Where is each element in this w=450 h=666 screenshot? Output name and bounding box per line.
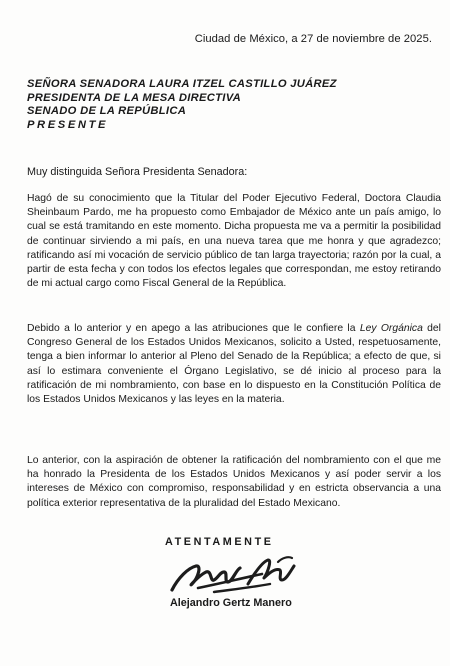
handwritten-signature: [158, 548, 308, 600]
addressee-presente: PRESENTE: [27, 118, 109, 131]
law-title-italic: Ley Orgánica: [359, 323, 423, 334]
addressee-block: [27, 78, 437, 132]
addressee-position: PRESIDENTA DE LA MESA DIRECTIVA: [27, 91, 241, 104]
paragraph-2-rest: del Congreso General de los Estados Unidos Mexicanos, solicito a Usted, respetuosamente, tenga a bien informar lo anterior al Pleno del Senado de la República; a efecto de que, si así lo estimara conveniente el Órgano Legislativo, se dé inicio al proceso para la ratificación de mi nombramiento, con base en lo dispuesto en la Constitución Política de los Estados Unidos Mexicanos y las leyes en la materia.: [27, 323, 441, 406]
closing: ATENTAMENTE: [165, 536, 274, 548]
dateline: Ciudad de México, a 27 de noviembre de 2025.: [194, 33, 432, 45]
body-paragraph-3: Lo anterior, con la aspiración de obtener la ratificación del nombramiento con el que me ha honrado la Presidenta de los Estados Unidos Mexicanos y así poder servir a los intereses de México con compromiso, responsabilidad y en estricta observancia a una política exterior representativa de la pluralidad del Estado Mexicano.: [27, 455, 441, 509]
addressee-name: SEÑORA SENADORA LAURA ITZEL CASTILLO JUÁREZ: [27, 78, 337, 90]
body-paragraph-2: [27, 322, 441, 407]
paragraph-2-start: Debido a lo anterior y en apego a las atribuciones que le confiere la: [27, 323, 360, 334]
salutation: Muy distinguida Señora Presidenta Senadora:: [27, 166, 248, 178]
signer-name: Alejandro Gertz Manero: [170, 597, 292, 609]
addressee-institution: SENADO DE LA REPÚBLICA: [27, 105, 187, 118]
body-paragraph-1: Hagó de su conocimiento que la Titular del Poder Ejecutivo Federal, Doctora Claudia Sheinbaum Pardo, me ha propuesto como Embajador de México ante un país amigo, lo cual se está tramitando en este momento. Dicha propuesta me va a permitir la posibilidad de continuar sirviendo a mi país, en una nueva tarea que me honra y que agradezco; ratificando así mi vocación de servicio público de tan larga trayectoria; razón por la cual, a partir de esta fecha y con todos los efectos legales que correspondan, me estoy retirando de mi actual cargo como Fiscal General de la República.: [27, 193, 441, 290]
